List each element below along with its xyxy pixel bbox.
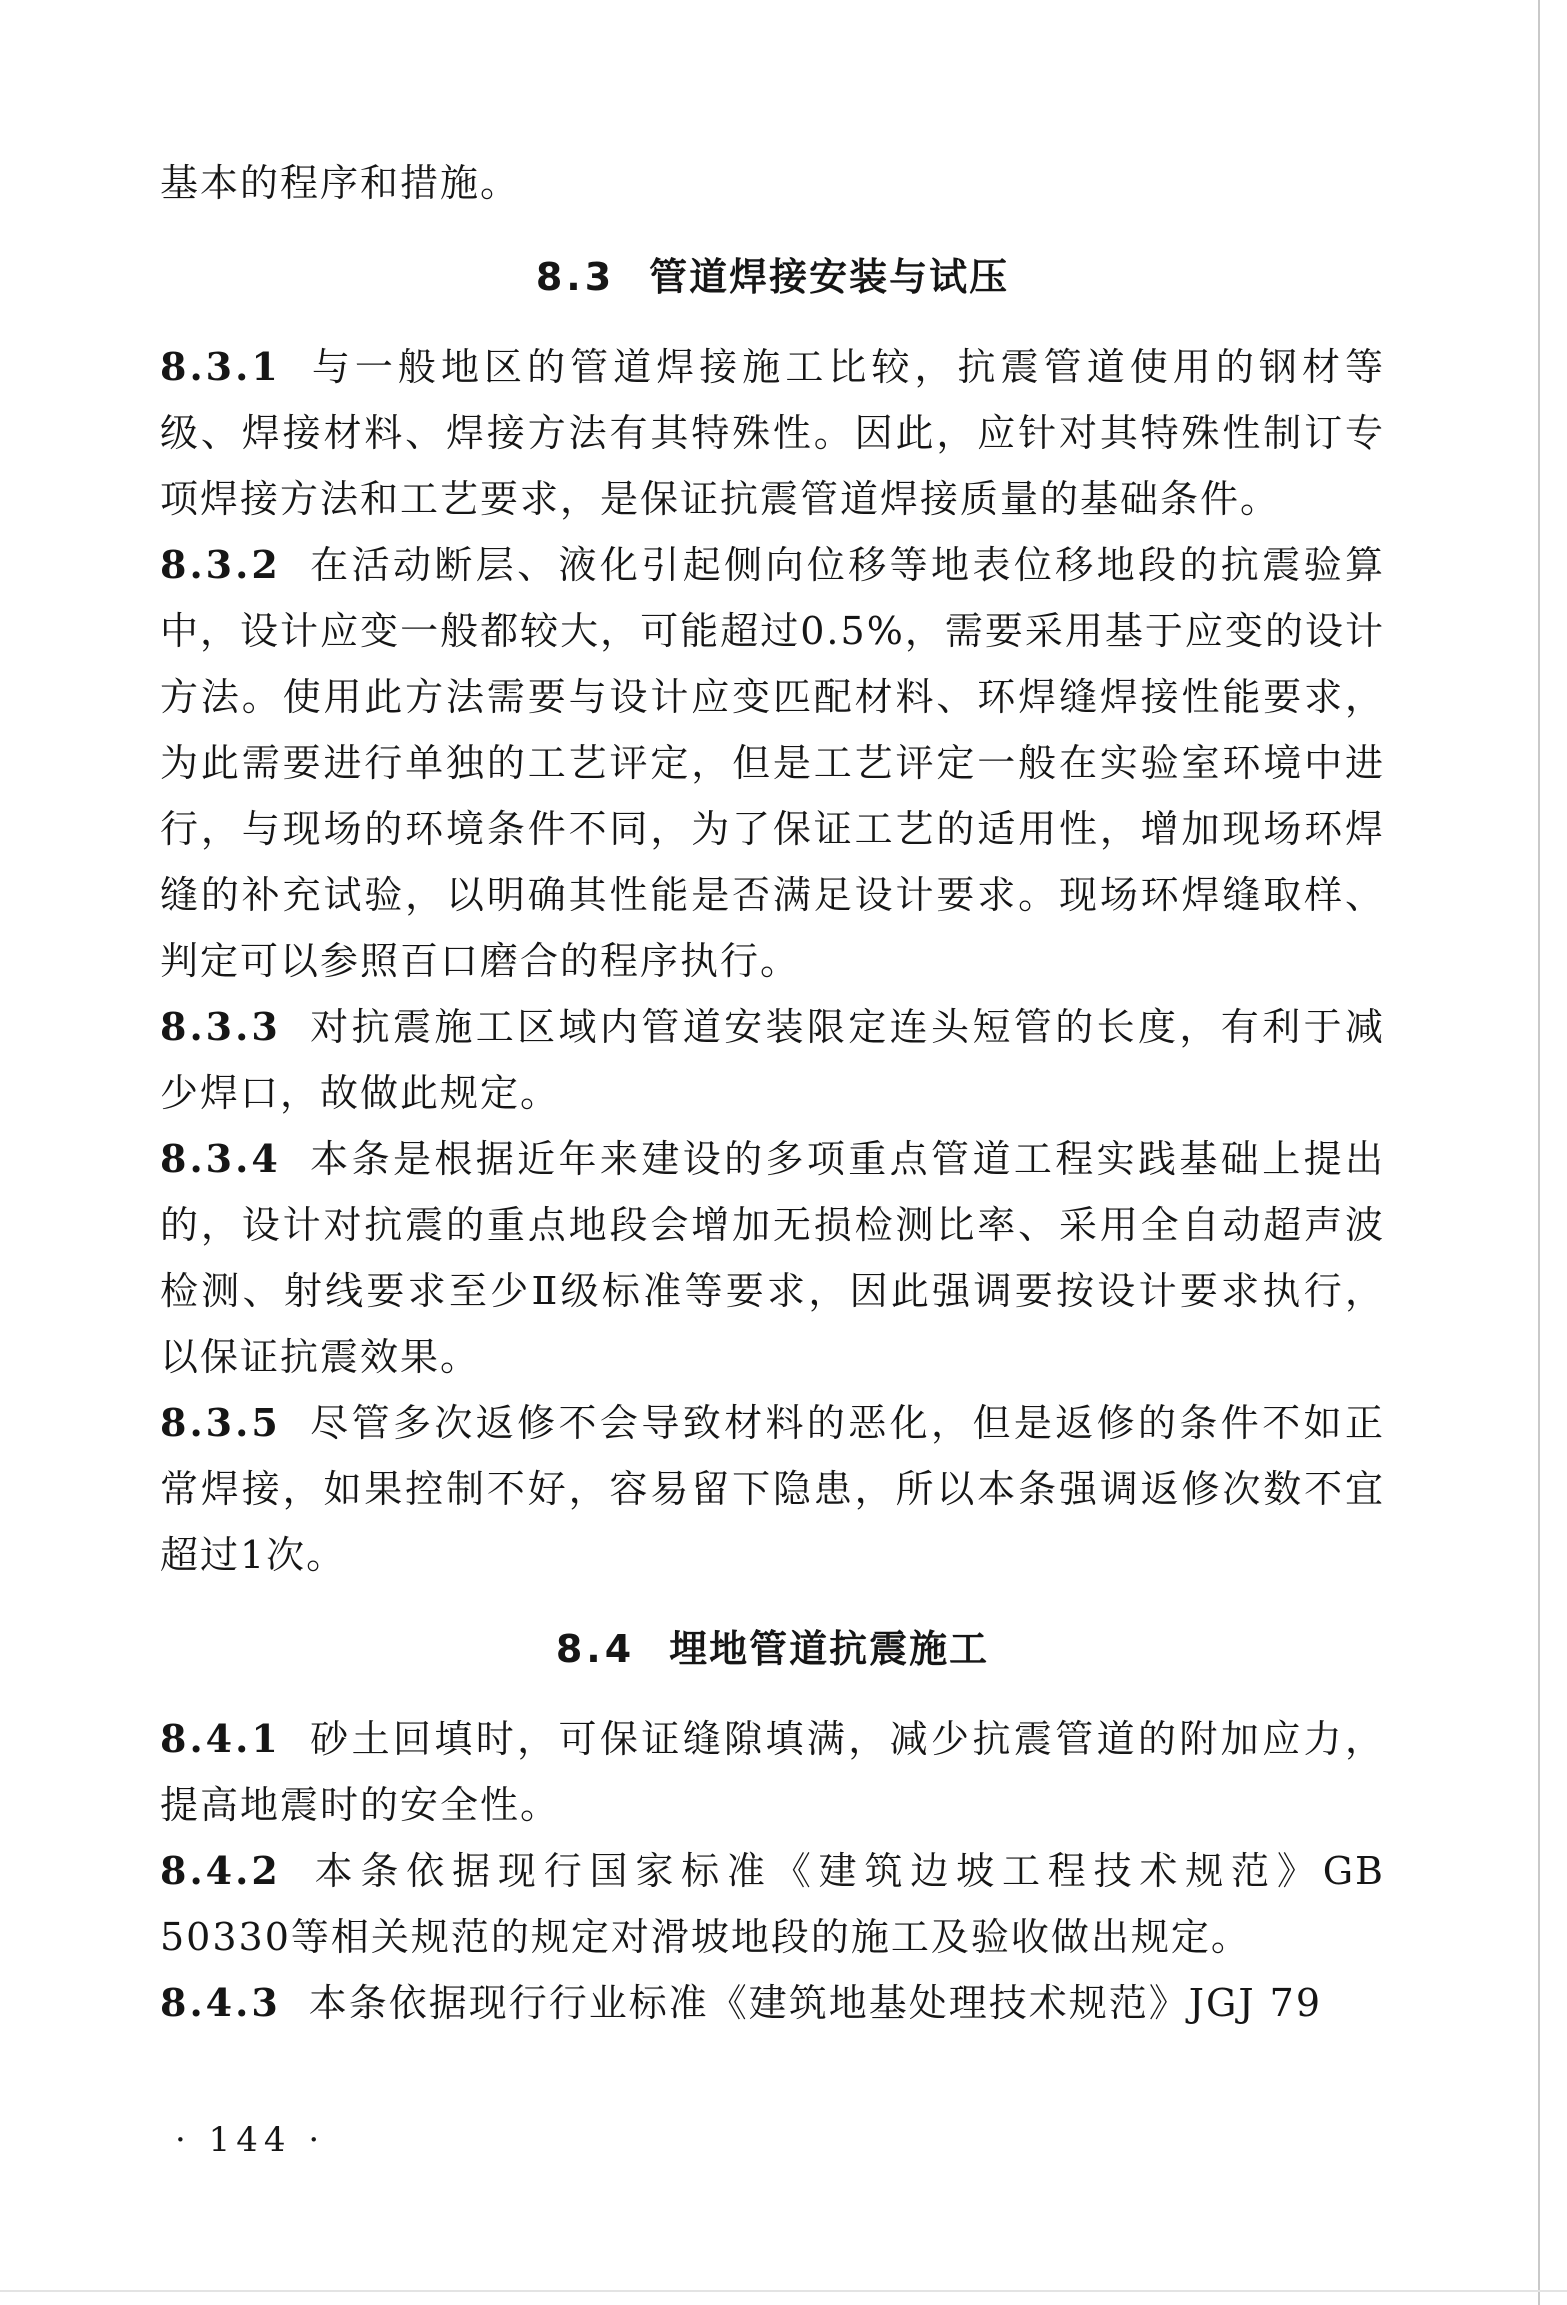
clause-number: 8.3.5 — [160, 1400, 281, 1445]
clause-8-3-2 — [160, 532, 1385, 994]
section-title: 管道焊接安装与试压 — [649, 255, 1010, 299]
clause-8-3-1 — [160, 334, 1385, 532]
clause-number: 8.4.2 — [160, 1848, 281, 1893]
page-number: · 144 · — [175, 2120, 326, 2160]
clause-number: 8.3.1 — [160, 344, 281, 389]
clause-text: 对抗震施工区域内管道安装限定连头短管的长度，有利于减少焊口，故做此规定。 — [160, 1005, 1385, 1115]
clause-text: 与一般地区的管道焊接施工比较，抗震管道使用的钢材等级、焊接材料、焊接方法有其特殊性。因此，应针对其特殊性制订专项焊接方法和工艺要求，是保证抗震管道焊接质量的基础条件。 — [160, 345, 1385, 521]
clause-text: 本条依据现行国家标准《建筑边坡工程技术规范》GB 50330等相关规范的规定对滑坡地段的施工及验收做出规定。 — [160, 1849, 1385, 1959]
clause-text: 在活动断层、液化引起侧向位移等地表位移地段的抗震验算中，设计应变一般都较大，可能超过0.5%，需要采用基于应变的设计方法。使用此方法需要与设计应变匹配材料、环焊缝焊接性能要求，为此需要进行单独的工艺评定，但是工艺评定一般在实验室环境中进行，与现场的环境条件不同，为了保证工艺的适用性，增加现场环焊缝的补充试验，以明确其性能是否满足设计要求。现场环焊缝取样、判定可以参照百口磨合的程序执行。 — [160, 543, 1385, 983]
clause-number: 8.3.2 — [160, 542, 281, 587]
section-heading-8-3 — [160, 246, 1385, 308]
clause-number: 8.3.4 — [160, 1136, 281, 1181]
clause-8-3-5 — [160, 1390, 1385, 1588]
section-number: 8.4 — [555, 1627, 636, 1671]
clause-text: 本条依据现行行业标准《建筑地基处理技术规范》JGJ 79 — [308, 1981, 1323, 2025]
page-content — [160, 150, 1385, 2036]
clause-8-4-2 — [160, 1838, 1385, 1970]
clause-text: 砂土回填时，可保证缝隙填满，减少抗震管道的附加应力，提高地震时的安全性。 — [160, 1717, 1385, 1827]
section-number: 8.3 — [535, 255, 616, 299]
clause-number: 8.4.3 — [160, 1980, 281, 2025]
section-title: 埋地管道抗震施工 — [669, 1627, 990, 1671]
intro-paragraph: 基本的程序和措施。 — [160, 161, 521, 205]
clause-8-4-3 — [160, 1970, 1385, 2036]
clause-number: 8.3.3 — [160, 1004, 281, 1049]
clause-8-4-1 — [160, 1706, 1385, 1838]
section-heading-8-4 — [160, 1618, 1385, 1680]
clause-text: 尽管多次返修不会导致材料的恶化，但是返修的条件不如正常焊接，如果控制不好，容易留下隐患，所以本条强调返修次数不宜超过1次。 — [160, 1401, 1385, 1577]
clause-8-3-4 — [160, 1126, 1385, 1390]
page-edge-right — [1538, 0, 1540, 2305]
clause-8-3-3 — [160, 994, 1385, 1126]
clause-text: 本条是根据近年来建设的多项重点管道工程实践基础上提出的，设计对抗震的重点地段会增加无损检测比率、采用全自动超声波检测、射线要求至少Ⅱ级标准等要求，因此强调要按设计要求执行，以保证抗震效果。 — [160, 1137, 1385, 1379]
clause-number: 8.4.1 — [160, 1716, 281, 1761]
page-edge-bottom — [0, 2290, 1567, 2292]
